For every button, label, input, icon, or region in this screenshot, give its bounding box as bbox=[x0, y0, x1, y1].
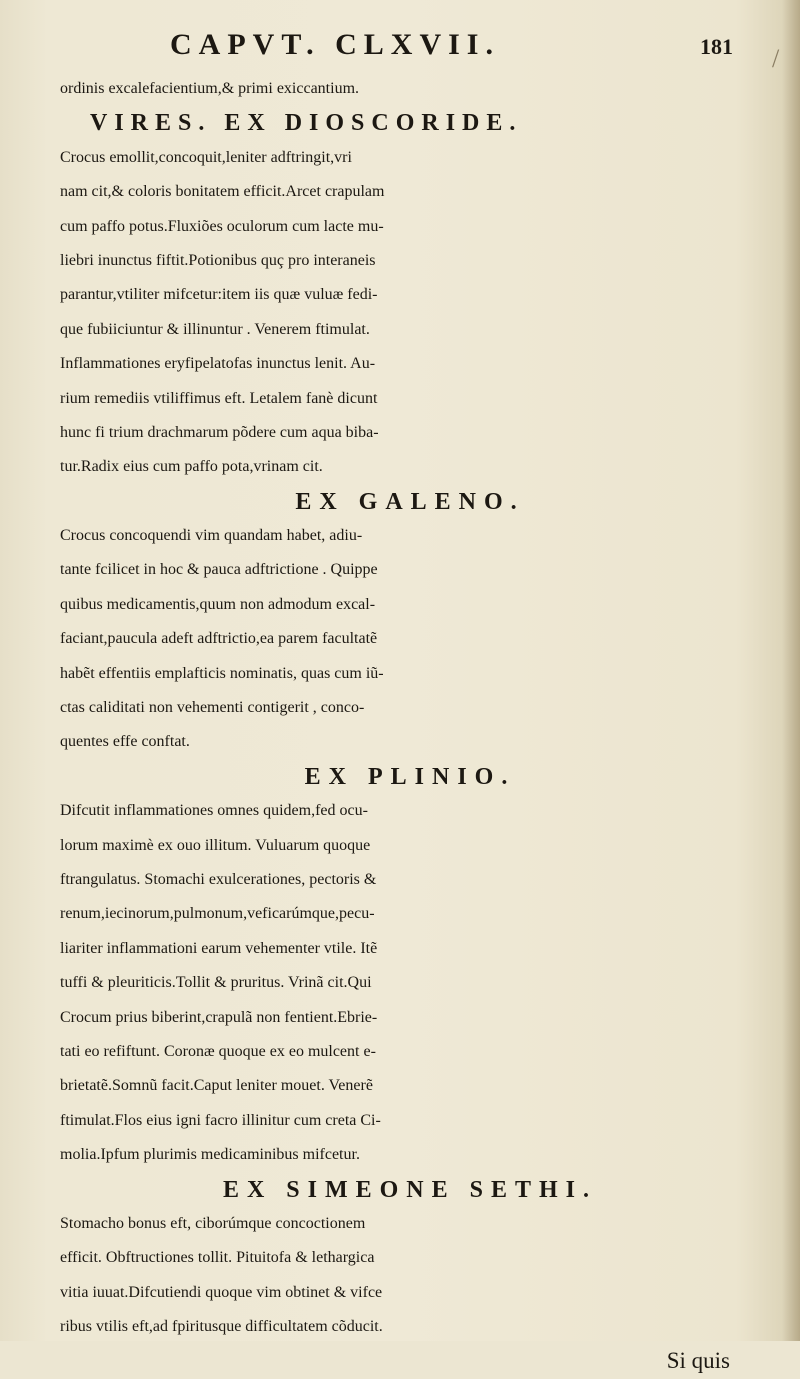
text-line: quentes effe conftat. bbox=[60, 733, 190, 751]
margin-mark: / bbox=[772, 44, 780, 73]
text-line: Crocus emollit,concoquit,leniter adftringit,vri bbox=[60, 148, 352, 166]
text-line: tuffi & pleuriticis.Tollit & pruritus. Vrinã cit.Qui bbox=[60, 974, 372, 992]
text-line: ftrangulatus. Stomachi exulcerationes, pectoris & bbox=[60, 870, 377, 888]
text-line: vitia iuuat.Difcutiendi quoque vim obtinet & vifce bbox=[60, 1283, 383, 1301]
text-line: faciant,paucula adeft adftrictio,ea parem facultatẽ bbox=[60, 630, 378, 648]
text-line: nam cit,& coloris bonitatem efficit.Arcet crapulam bbox=[60, 183, 385, 201]
text-line: tante fcilicet in hoc & pauca adftrictione . Quippe bbox=[60, 561, 378, 579]
text-line: quibus medicamentis,quum non admodum excal- bbox=[60, 595, 376, 613]
catchword: Si quis bbox=[666, 1348, 730, 1374]
text-line: cum paffo potus.Fluxiões oculorum cum lacte mu- bbox=[60, 217, 384, 235]
text-line: que fubiiciuntur & illinuntur . Venerem ftimulat. bbox=[60, 320, 370, 338]
section-heading: EX PLINIO. bbox=[304, 763, 516, 790]
text-line: renum,iecinorum,pulmonum,veficarúmque,pecu- bbox=[60, 905, 375, 923]
text-line: habẽt effentiis emplafticis nominatis, quas cum iũ- bbox=[60, 664, 384, 682]
section-heading: EX GALENO. bbox=[295, 488, 525, 515]
section-heading: VIRES. EX DIOSCORIDE. bbox=[90, 110, 523, 137]
page-edge-shadow bbox=[782, 0, 800, 1341]
text-line: rium remediis vtiliffimus eft. Letalem fanè dicunt bbox=[60, 389, 378, 407]
page-header bbox=[0, 22, 800, 72]
text-line: Stomacho bonus eft, ciborúmque concoctionem bbox=[60, 1214, 366, 1232]
body-text bbox=[60, 72, 760, 1379]
text-line: Difcutit inflammationes omnes quidem,fed ocu- bbox=[60, 802, 368, 820]
text-line: ribus vtilis eft,ad fpiritusque difficultatem cõducit. bbox=[60, 1318, 383, 1336]
text-line: efficit. Obftructiones tollit. Pituitofa & lethargica bbox=[60, 1249, 375, 1267]
text-line: liebri inunctus fiftit.Potionibus quç pro interaneis bbox=[60, 251, 376, 269]
text-line: ftimulat.Flos eius igni facro illinitur cum creta Ci- bbox=[60, 1111, 381, 1129]
text-line: Inflammationes eryfipelatofas inunctus lenit. Au- bbox=[60, 355, 376, 373]
text-line: liariter inflammationi earum vehementer vtile. Itẽ bbox=[60, 939, 378, 957]
text-line: hunc fi trium drachmarum põdere cum aqua biba- bbox=[60, 423, 379, 441]
text-line: tati eo refiftunt. Coronæ quoque ex eo mulcent e- bbox=[60, 1042, 376, 1060]
text-line: brietatẽ.Somnũ facit.Caput leniter mouet. Venerẽ bbox=[60, 1077, 373, 1095]
page-number: 181 bbox=[700, 34, 733, 59]
text-line: parantur,vtiliter mifcetur:item iis quæ vuluæ fedi- bbox=[60, 286, 378, 304]
text-line: ctas caliditati non vehementi contigerit , conco- bbox=[60, 699, 365, 717]
text-line: lorum maximè ex ouo illitum. Vuluarum quoque bbox=[60, 836, 371, 854]
text-line: Crocum prius biberint,crapulã non fentient.Ebrie- bbox=[60, 1008, 378, 1026]
text-line: tur.Radix eius cum paffo pota,vrinam cit. bbox=[60, 458, 323, 476]
text-line: Crocus concoquendi vim quandam habet, adiu- bbox=[60, 527, 363, 545]
running-head: CAPVT. CLXVII. bbox=[170, 28, 500, 61]
text-line: ordinis excalefacientium,& primi exiccantium. bbox=[60, 80, 360, 97]
text-line: molia.Ipfum plurimis medicaminibus mifcetur. bbox=[60, 1146, 360, 1164]
section-heading: EX SIMEONE SETHI. bbox=[222, 1176, 598, 1203]
